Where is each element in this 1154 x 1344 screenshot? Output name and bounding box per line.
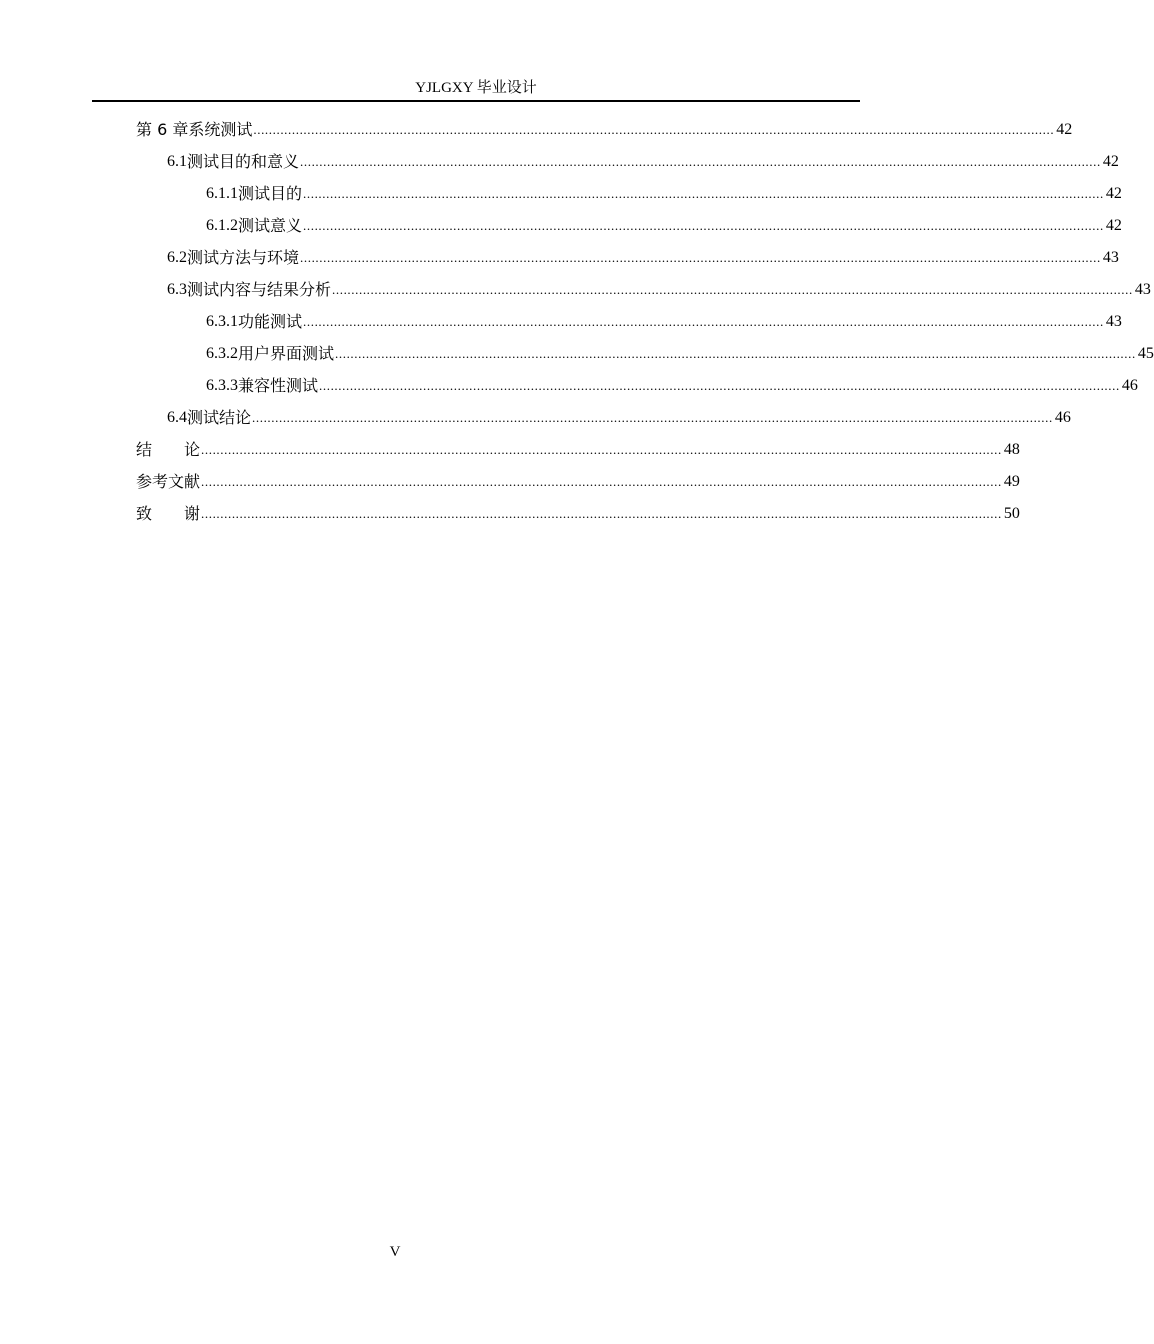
page-number: V bbox=[389, 1244, 401, 1260]
toc-entry-number: 第 6 章 bbox=[136, 120, 189, 139]
toc-dot-leader: ................................................................................................................................................................................................................ bbox=[253, 122, 1055, 137]
toc-entry-conclusion[interactable] bbox=[136, 438, 1020, 462]
toc-entry-title: 测试目的 bbox=[238, 184, 303, 203]
toc-entry-page: 43 bbox=[1105, 313, 1122, 330]
toc-entry-6-1-2[interactable] bbox=[206, 214, 1122, 238]
toc-entry-title: 测试方法与环境 bbox=[187, 248, 300, 267]
toc-entry-page: 49 bbox=[1003, 473, 1020, 490]
toc-dot-leader: ................................................................................................................................................................................................................ bbox=[303, 186, 1104, 201]
page-header-title: YJLGXY 毕业设计 bbox=[415, 80, 537, 96]
toc-dot-leader: ................................................................................................................................................................................................................ bbox=[335, 346, 1136, 361]
toc-entry-title: 参考文献 bbox=[136, 472, 201, 491]
toc-entry-number: 6.1 bbox=[167, 153, 187, 170]
toc-entry-acknowledgements[interactable] bbox=[136, 502, 1020, 526]
toc-entry-6-1[interactable] bbox=[167, 150, 1119, 174]
toc-entry-6-4[interactable] bbox=[167, 406, 1071, 430]
toc-dot-leader: ................................................................................................................................................................................................................ bbox=[332, 282, 1133, 297]
toc-entry-page: 46 bbox=[1121, 377, 1138, 394]
toc-entry-6-1-1[interactable] bbox=[206, 182, 1122, 206]
toc-dot-leader: ................................................................................................................................................................................................................ bbox=[201, 474, 1002, 489]
toc-entry-number: 6.2 bbox=[167, 249, 187, 266]
toc-entry-title: 测试意义 bbox=[238, 216, 303, 235]
toc-entry-title: 系统测试 bbox=[188, 120, 253, 139]
toc-dot-leader: ................................................................................................................................................................................................................ bbox=[201, 442, 1002, 457]
toc-entry-page: 45 bbox=[1137, 345, 1154, 362]
toc-entry-number: 6.1.2 bbox=[206, 217, 238, 234]
toc-entry-6-3[interactable] bbox=[167, 278, 1151, 302]
toc-entry-title: 测试目的和意义 bbox=[187, 152, 300, 171]
toc-dot-leader: ................................................................................................................................................................................................................ bbox=[319, 378, 1120, 393]
toc-entry-page: 42 bbox=[1056, 121, 1073, 138]
header-divider bbox=[92, 100, 860, 102]
toc-dot-leader: ................................................................................................................................................................................................................ bbox=[303, 314, 1104, 329]
toc-entry-page: 43 bbox=[1102, 249, 1119, 266]
toc-entry-6-3-3[interactable] bbox=[206, 374, 1138, 398]
toc-dot-leader: ................................................................................................................................................................................................................ bbox=[303, 218, 1104, 233]
toc-entry-title: 兼容性测试 bbox=[238, 376, 319, 395]
toc-entry-6-3-2[interactable] bbox=[206, 342, 1154, 366]
toc-entry-number: 6.4 bbox=[167, 409, 187, 426]
toc-entry-title: 功能测试 bbox=[238, 312, 303, 331]
toc-entry-number: 6.3 bbox=[167, 281, 187, 298]
toc-entry-chapter-6[interactable] bbox=[136, 118, 1073, 142]
toc-entry-title: 结 论 bbox=[136, 440, 201, 459]
toc-entry-number: 6.3.1 bbox=[206, 313, 238, 330]
toc-entry-number: 6.3.3 bbox=[206, 377, 238, 394]
toc-dot-leader: ................................................................................................................................................................................................................ bbox=[252, 410, 1053, 425]
toc-entry-title: 测试结论 bbox=[187, 408, 252, 427]
toc-dot-leader: ................................................................................................................................................................................................................ bbox=[201, 506, 1002, 521]
toc-entry-page: 42 bbox=[1105, 185, 1122, 202]
toc-entry-references[interactable] bbox=[136, 470, 1020, 494]
toc-entry-title: 致 谢 bbox=[136, 504, 201, 523]
toc-entry-title: 用户界面测试 bbox=[238, 344, 335, 363]
toc-entry-6-2[interactable] bbox=[167, 246, 1119, 270]
toc-dot-leader: ................................................................................................................................................................................................................ bbox=[300, 154, 1101, 169]
toc-entry-page: 50 bbox=[1003, 505, 1020, 522]
toc-entry-6-3-1[interactable] bbox=[206, 310, 1122, 334]
toc-entry-page: 42 bbox=[1102, 153, 1119, 170]
toc-dot-leader: ................................................................................................................................................................................................................ bbox=[300, 250, 1101, 265]
toc-entry-page: 43 bbox=[1134, 281, 1151, 298]
toc-entry-page: 46 bbox=[1054, 409, 1071, 426]
toc-entry-title: 测试内容与结果分析 bbox=[187, 280, 332, 299]
toc-entry-number: 6.1.1 bbox=[206, 185, 238, 202]
toc-entry-number: 6.3.2 bbox=[206, 345, 238, 362]
toc-entry-page: 42 bbox=[1105, 217, 1122, 234]
toc-entry-page: 48 bbox=[1003, 441, 1020, 458]
